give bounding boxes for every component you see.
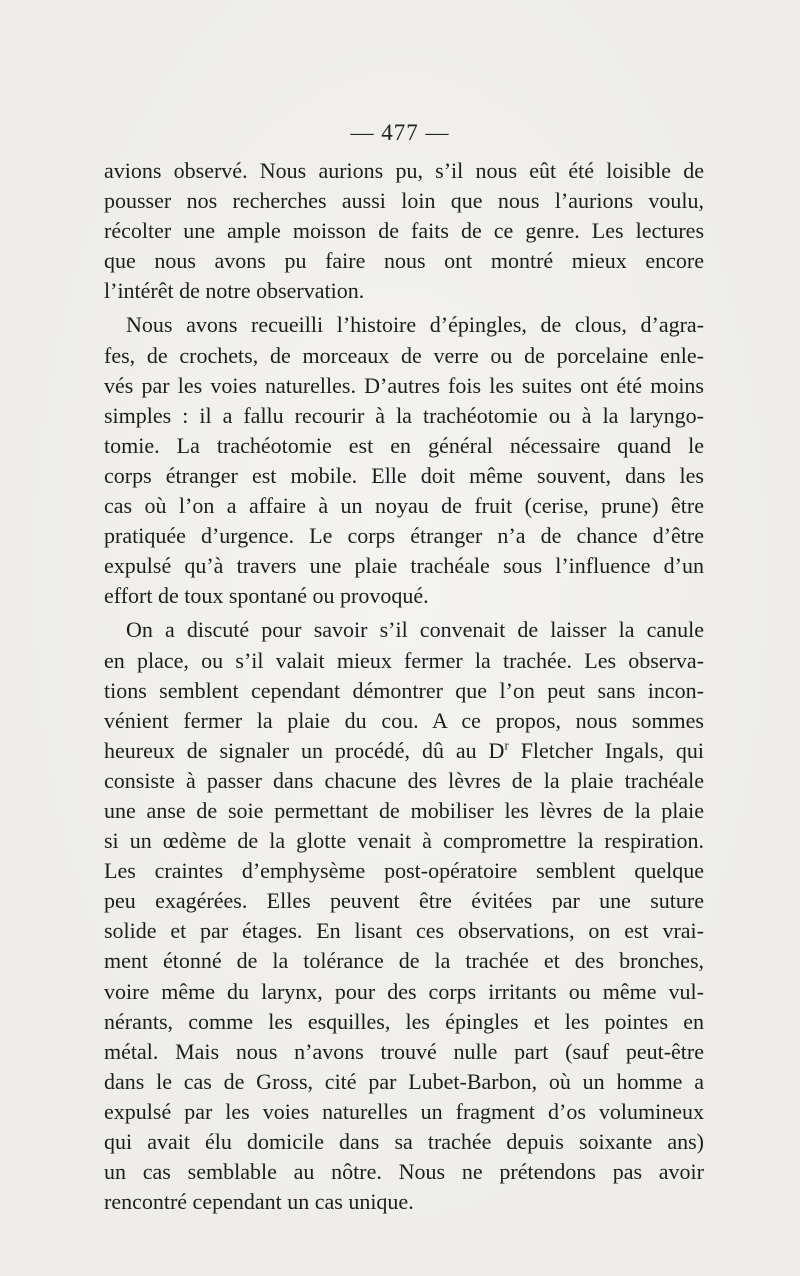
text-line: dans le cas de Gross, cité par Lubet-Barbon, où un homme a — [104, 1068, 704, 1094]
text-line: un cas semblable au nôtre. Nous ne prétendons pas avoir — [104, 1159, 704, 1185]
text-line: pousser nos recherches aussi loin que nous l’aurions voulu, — [104, 188, 704, 214]
text-line: une anse de soie permettant de mobiliser les lèvres de la plaie — [104, 797, 704, 823]
text-line: consiste à passer dans chacune des lèvres de la plaie trachéale — [104, 767, 704, 793]
text-line: avions observé. Nous aurions pu, s’il nous eût été loisible de — [104, 158, 704, 183]
text-line: On a discuté pour savoir s’il convenait de laisser la canule — [126, 617, 704, 643]
line-start: heureux de signaler un procédé, dû au D — [104, 737, 505, 763]
text-line: tions semblent cependant démontrer que l’on peut sans incon- — [104, 677, 704, 703]
text-line: que nous avons pu faire nous ont montré mieux encore — [104, 248, 704, 274]
paragraph-2 — [104, 310, 704, 611]
line-end: Fletcher Ingals, qui — [508, 737, 704, 763]
text-line: qui avait élu domicile dans sa trachée depuis soixante ans) — [104, 1129, 704, 1154]
text-line: tomie. La trachéotomie est en général nécessaire quand le — [104, 432, 704, 458]
text-line: peu exagérées. Elles peuvent être évitées par une suture — [104, 888, 704, 914]
text-line: l’intérêt de notre observation. — [104, 278, 365, 304]
text-line: pratiquée d’urgence. Le corps étranger n’a de chance d’être — [104, 523, 704, 549]
text-line-with-superscript — [104, 736, 704, 766]
text-line: corps étranger est mobile. Elle doit même souvent, dans les — [104, 462, 704, 488]
text-line: voire même du larynx, pour des corps irritants ou même vul- — [104, 978, 704, 1004]
text-line: Nous avons recueilli l’histoire d’épingles, de clous, d’agra- — [126, 312, 704, 338]
text-line: fes, de crochets, de morceaux de verre ou de porcelaine enle- — [104, 342, 704, 368]
body-text — [104, 156, 704, 1217]
text-line: métal. Mais nous n’avons trouvé nulle part (sauf peut-être — [104, 1038, 704, 1064]
text-line: en place, ou s’il valait mieux fermer la trachée. Les observa- — [104, 647, 704, 673]
text-line: effort de toux spontané ou provoqué. — [104, 583, 429, 609]
text-line: nérants, comme les esquilles, les épingles et les pointes en — [104, 1008, 704, 1034]
text-line: expulsé qu’à travers une plaie trachéale sous l’influence d’un — [104, 553, 704, 579]
paragraph-3 — [104, 615, 704, 1217]
text-line: vés par les voies naturelles. D’autres fois les suites ont été moins — [104, 372, 704, 398]
paragraph-1 — [104, 156, 704, 306]
text-line: simples : il a fallu recourir à la trachéotomie ou à la laryngo- — [104, 402, 704, 428]
page-number: — 477 — — [350, 120, 450, 145]
text-line: Les craintes d’emphysème post-opératoire semblent quelque — [104, 858, 704, 884]
text-line: solide et par étages. En lisant ces observations, on est vrai- — [104, 918, 704, 944]
text-line: cas où l’on a affaire à un noyau de fruit (cerise, prune) être — [104, 493, 704, 519]
text-line: vénient fermer la plaie du cou. A ce propos, nous sommes — [104, 707, 704, 733]
text-line: ment étonné de la tolérance de la trachée et des bronches, — [104, 948, 704, 974]
doctor-abbrev-superscript: r — [504, 737, 509, 753]
text-line: récolter une ample moisson de faits de ce genre. Les lectures — [104, 218, 704, 244]
text-line: si un œdème de la glotte venait à compromettre la respiration. — [104, 828, 704, 854]
text-line: rencontré cependant un cas unique. — [104, 1189, 414, 1215]
text-line: expulsé par les voies naturelles un fragment d’os volumineux — [104, 1098, 704, 1124]
